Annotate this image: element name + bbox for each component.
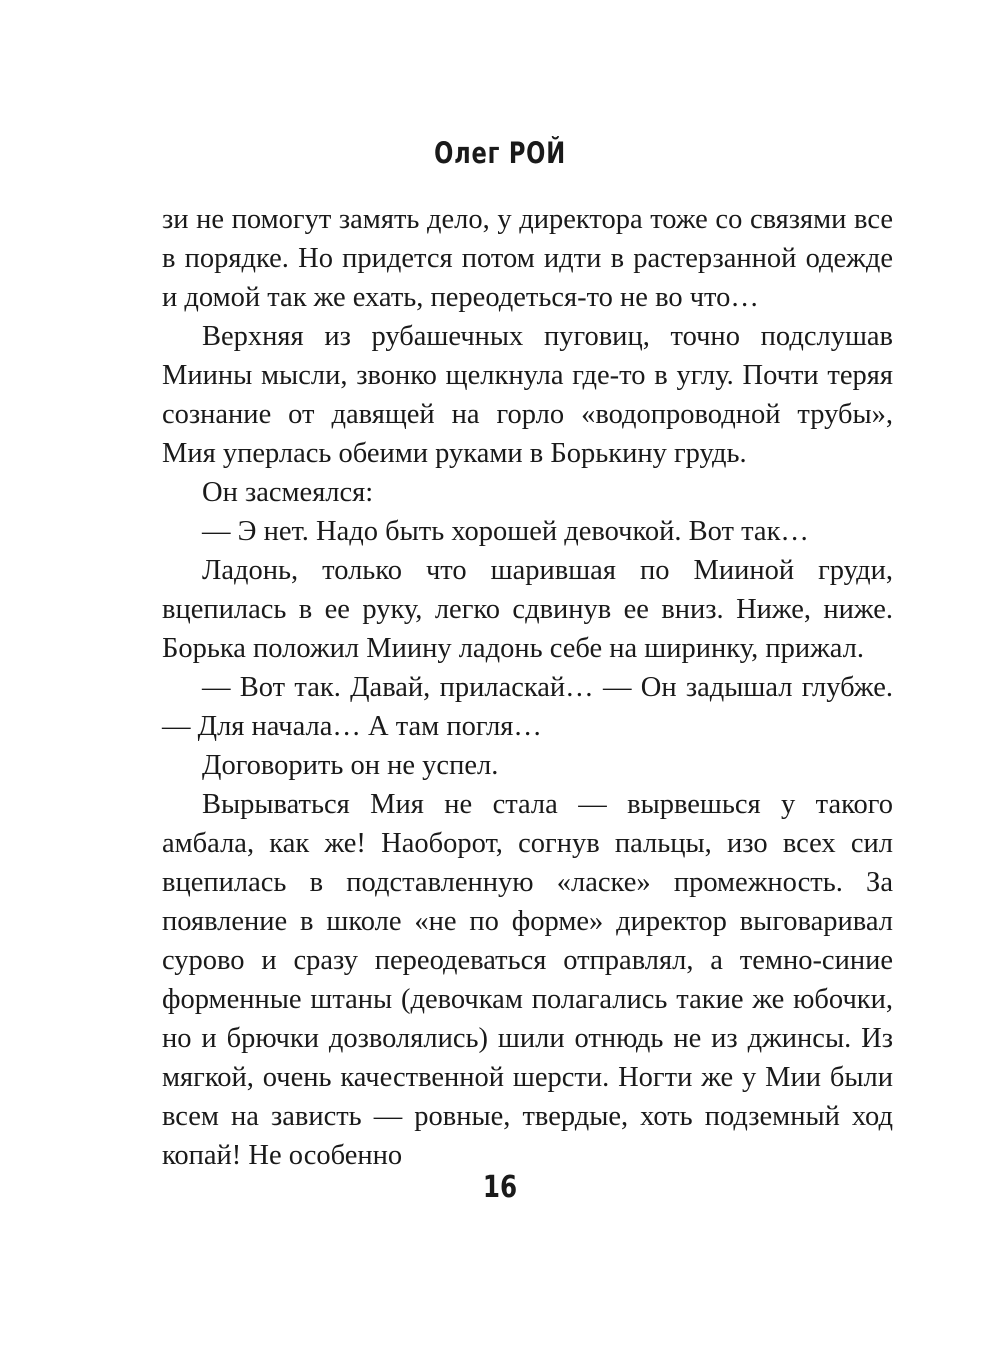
page-number: 16 — [482, 1170, 518, 1205]
paragraph-7: Договорить он не успел. — [202, 750, 499, 781]
paragraph-4: — Э нет. Надо быть хорошей девочкой. Вот так… — [202, 516, 809, 547]
paragraph-5: Ладонь, только что шарившая по Мииной груди, вцепилась в ее руку, легко сдвинув ее вниз. Ниже, ниже. Борька положил Миину ладонь себе на ширинку, прижал. — [162, 555, 893, 664]
paragraph-3: Он засмеялся: — [202, 477, 374, 508]
paragraph-2: Верхняя из рубашечных пуговиц, точно подслушав Миины мысли, звонко щелкнула где-то в углу. Почти теряя сознание от давящей на горло «водопроводной трубы», Мия уперлась обеими руками в Борькину грудь. — [162, 321, 893, 469]
body-text — [162, 200, 893, 1175]
paragraph-8: Вырываться Мия не стала — вырвешься у такого амбала, как же! Наоборот, согнув пальцы, изо всех сил вцепилась в подставленную «ласке» промежность. За появление в школе «не по форме» директор выговаривал сурово и сразу переодеваться отправлял, а темно-синие форменные штаны (девочкам полагались такие же юбочки, но и брючки дозволялись) шили отнюдь не из джинсы. Из мягкой, очень качественной шерсти. Ногти же у Мии были всем на зависть — ровные, твердые, хоть подземный ход копай! Не особенно — [162, 789, 893, 1171]
paragraph-1: зи не помогут замять дело, у директора тоже со связями все в порядке. Но придется потом идти в растерзанной одежде и домой так же ехать, переодеться-то не во что… — [162, 204, 893, 313]
running-header: Олег РОЙ — [434, 136, 566, 170]
paragraph-6: — Вот так. Давай, приласкай… — Он задышал глубже. — Для начала… А там погля… — [162, 672, 893, 742]
